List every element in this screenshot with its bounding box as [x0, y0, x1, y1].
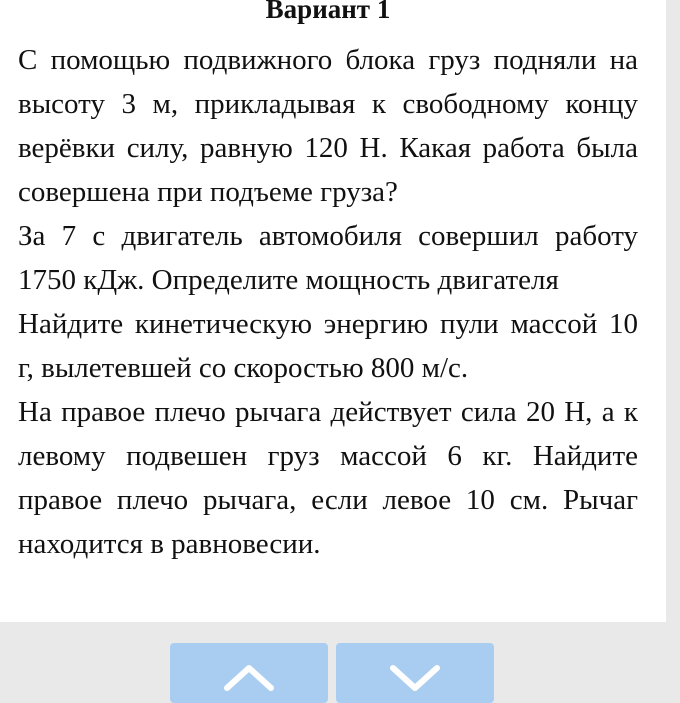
- scroll-down-button[interactable]: [336, 643, 494, 703]
- task-paragraph-1: С помощью подвижного блока груз подняли на высоту 3 м, прикладывая к свободному концу верёвки силу, равную 120 Н. Какая работа была совершена при подъеме груза?: [18, 44, 638, 208]
- task-paragraph-2: За 7 с двигатель автомобиля совершил работу 1750 кДж. Определите мощность двигателя: [18, 220, 638, 296]
- right-gutter: [666, 0, 680, 622]
- task-paragraph-4: На правое плечо рычага действует сила 20 Н, а к левому подвешен груз массой 6 кг. Найдите правое плечо рычага, если левое 10 см. Рычаг находится в равновесии.: [18, 396, 638, 560]
- task-paragraph-3: Найдите кинетическую энергию пули массой 10 г, вылетевшей со скоростью 800 м/с.: [18, 308, 638, 384]
- chevron-down-icon: [387, 661, 443, 691]
- chevron-up-icon: [221, 661, 277, 691]
- document-title: Вариант 1: [265, 0, 391, 24]
- document-body: [18, 38, 638, 566]
- scroll-up-button[interactable]: [170, 643, 328, 703]
